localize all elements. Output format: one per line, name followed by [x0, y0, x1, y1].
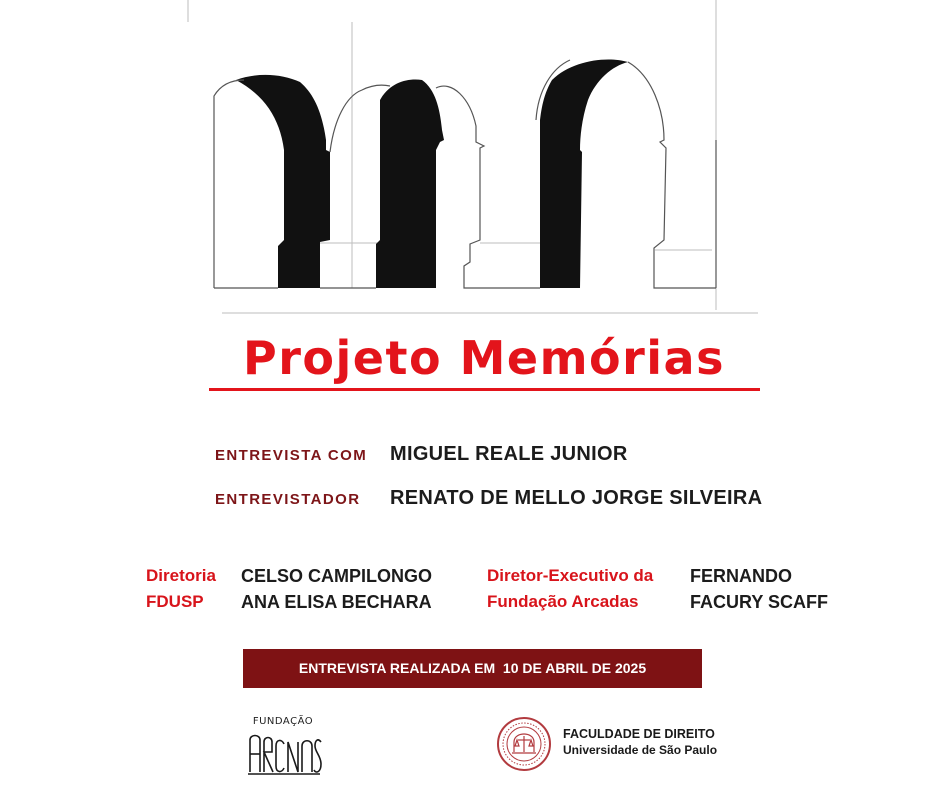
interview-date-banner: ENTREVISTA REALIZADA EM 10 DE ABRIL DE 2025	[243, 649, 702, 688]
exec-label-line1: Diretor-Executivo da	[487, 566, 654, 585]
fundacao-arcadas-logo	[246, 730, 322, 776]
board-label-line2: FDUSP	[146, 592, 204, 611]
board-name-2: ANA ELISA BECHARA	[241, 592, 432, 612]
interviewer-label: ENTREVISTADOR	[215, 491, 361, 508]
exec-name-line2: FACURY SCAFF	[690, 592, 829, 612]
faculty-university: Universidade de São Paulo	[563, 743, 718, 757]
fundacao-logo-label: FUNDAÇÃO	[252, 716, 314, 727]
interviewer-name: RENATO DE MELLO JORGE SILVEIRA	[390, 487, 763, 509]
faculdade-seal-icon	[496, 716, 552, 772]
arches-illustration	[0, 0, 945, 320]
exec-name-line1: FERNANDO	[690, 566, 792, 586]
faculty-name: FACULDADE DE DIREITO	[563, 727, 715, 741]
title-underline	[209, 388, 760, 391]
exec-label-line2: Fundação Arcadas	[487, 592, 639, 611]
board-label-line1: Diretoria	[146, 566, 216, 585]
interviewee-label: ENTREVISTA COM	[215, 447, 368, 464]
board-name-1: CELSO CAMPILONGO	[241, 566, 433, 586]
interviewee-name: MIGUEL REALE JUNIOR	[390, 443, 628, 465]
page-title: Projeto Memórias	[243, 331, 725, 385]
